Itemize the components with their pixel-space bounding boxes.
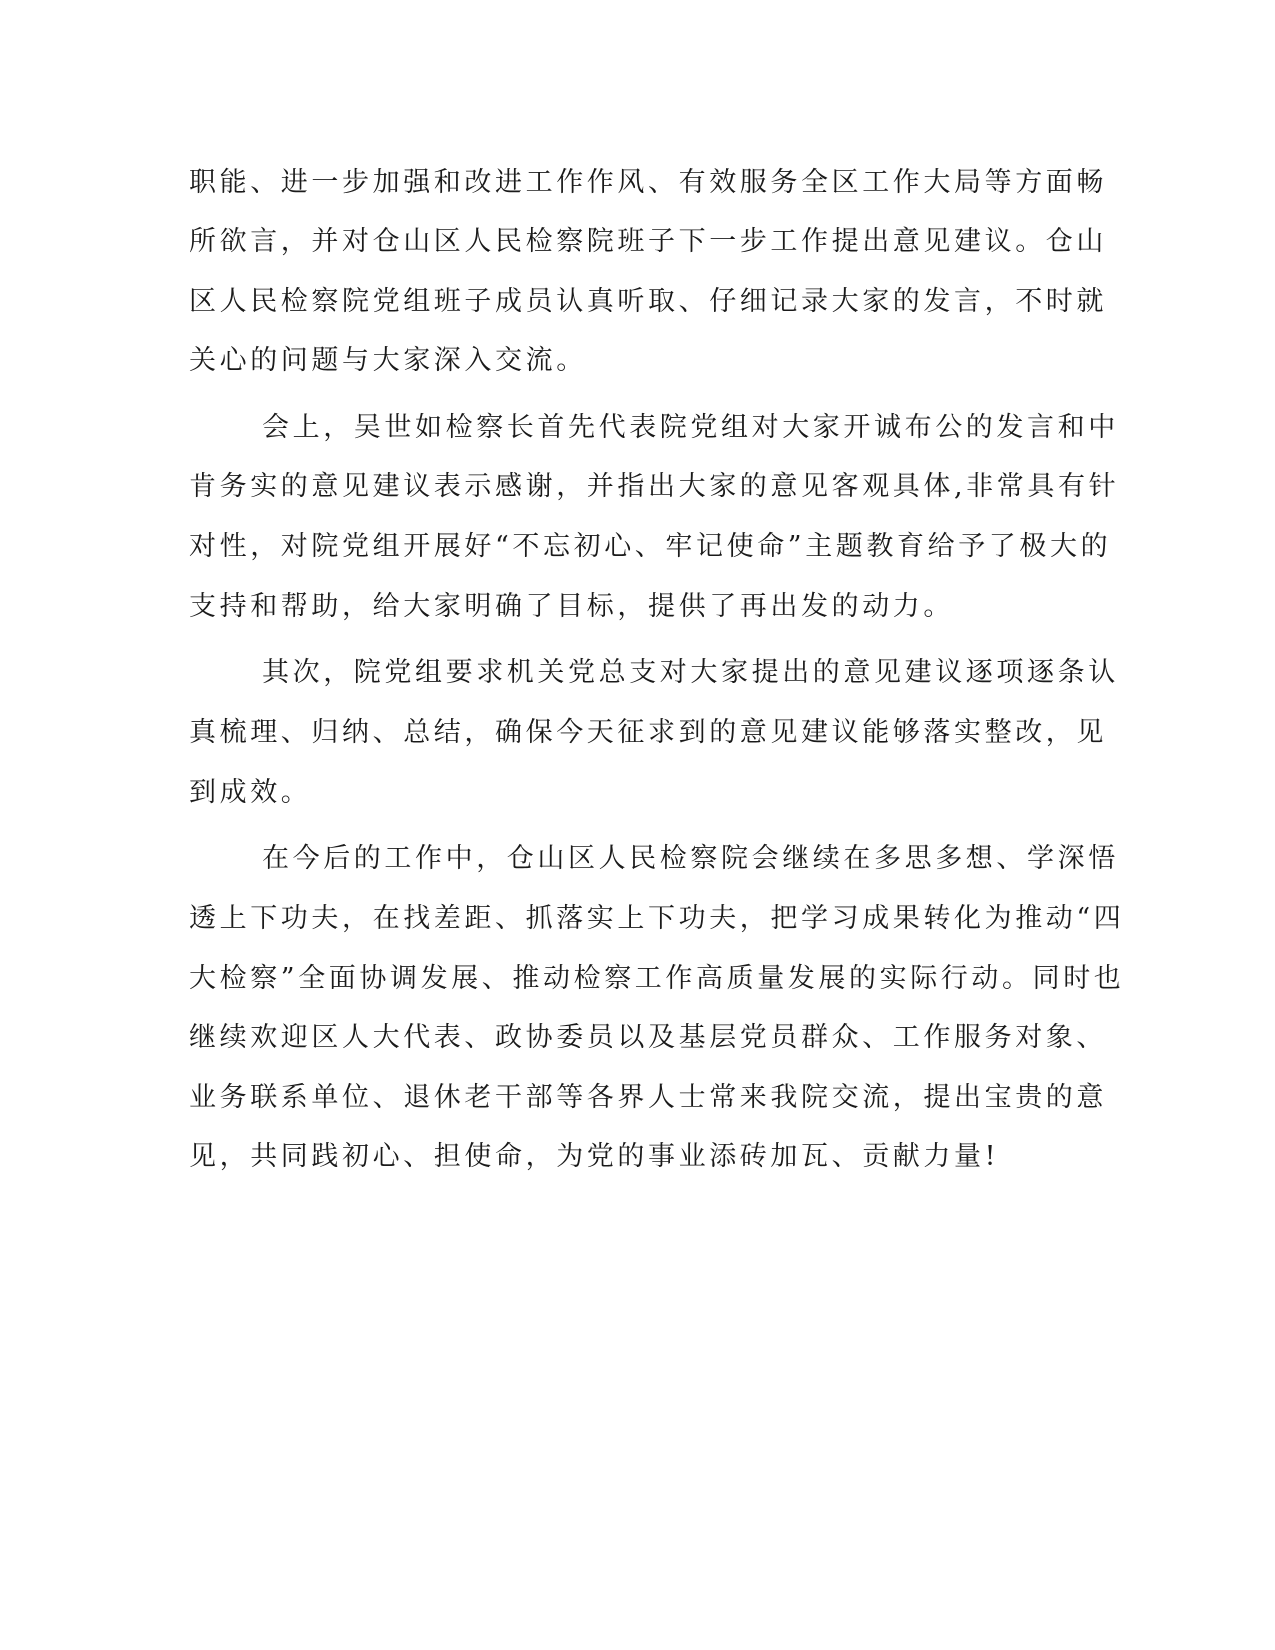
paragraph-2-line-2: 肯务实的意见建议表示感谢，并指出大家的意见客观具体,非常具有针 — [189, 471, 1120, 502]
paragraph-4-line-4: 继续欢迎区人大代表、政协委员以及基层党员群众、工作服务对象、 — [189, 1022, 1107, 1053]
paragraph-3-line-3: 到成效。 — [189, 777, 312, 808]
paragraph-2-line-1: 会上，吴世如检察长首先代表院党组对大家开诚布公的发言和中 — [262, 412, 1119, 443]
paragraph-2-line-4: 支持和帮助，给大家明确了目标，提供了再出发的动力。 — [189, 591, 954, 622]
paragraph-3-line-1: 其次，院党组要求机关党总支对大家提出的意见建议逐项逐条认 — [262, 657, 1119, 688]
paragraph-1-line-3: 区人民检察院党组班子成员认真听取、仔细记录大家的发言，不时就 — [189, 286, 1107, 317]
paragraph-4-line-1: 在今后的工作中，仓山区人民检察院会继续在多思多想、学深悟 — [262, 843, 1119, 874]
paragraph-2-line-3: 对性，对院党组开展好“不忘初心、牢记使命”主题教育给予了极大的 — [189, 531, 1112, 562]
paragraph-1-line-4: 关心的问题与大家深入交流。 — [189, 345, 587, 376]
paragraph-4-line-2: 透上下功夫，在找差距、抓落实上下功夫，把学习成果转化为推动“四 — [189, 903, 1125, 934]
paragraph-4-line-3: 大检察”全面协调发展、推动检察工作高质量发展的实际行动。同时也 — [189, 963, 1125, 994]
paragraph-1-line-2: 所欲言，并对仓山区人民检察院班子下一步工作提出意见建议。仓山 — [189, 226, 1107, 257]
paragraph-1-line-1: 职能、进一步加强和改进工作作风、有效服务全区工作大局等方面畅 — [189, 167, 1107, 198]
paragraph-4-line-6: 见，共同践初心、担使命，为党的事业添砖加瓦、贡献力量! — [189, 1141, 1000, 1172]
paragraph-3-line-2: 真梳理、归纳、总结，确保今天征求到的意见建议能够落实整改，见 — [189, 717, 1107, 748]
paragraph-4-line-5: 业务联系单位、退休老干部等各界人士常来我院交流，提出宝贵的意 — [189, 1082, 1107, 1113]
